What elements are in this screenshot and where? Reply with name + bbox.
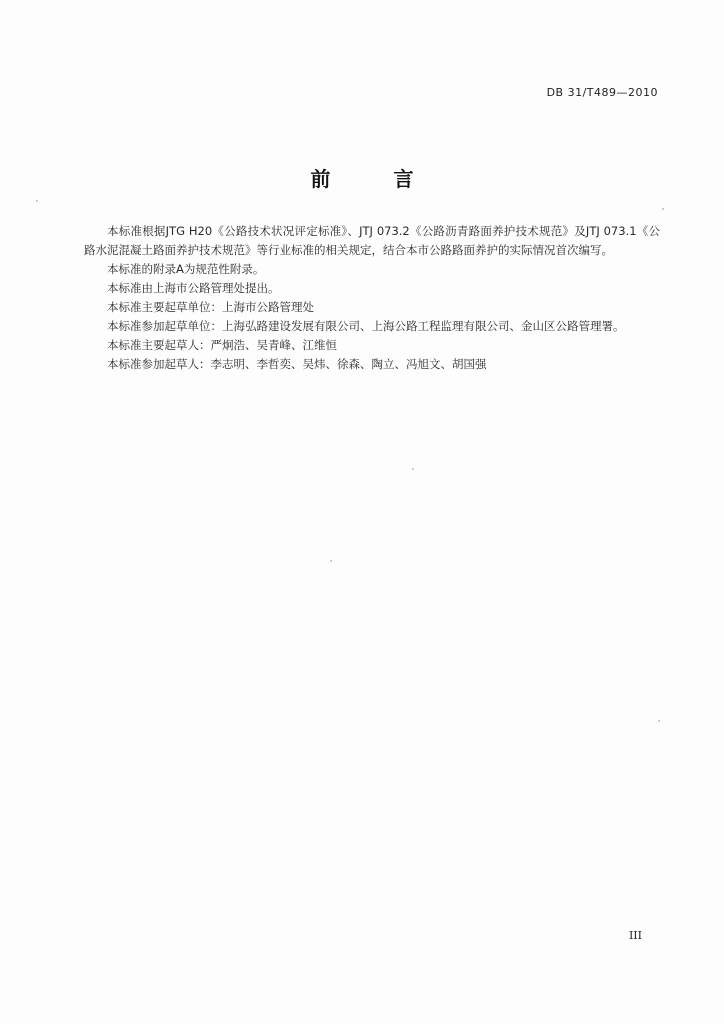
paragraph-proposer: 本标准由上海市公路管理处提出。 xyxy=(107,281,280,295)
scan-speck xyxy=(658,720,660,722)
paragraph-participating-units: 本标准参加起草单位：上海弘路建设发展有限公司、上海公路工程监理有限公司、金山区公路管理署。 xyxy=(107,319,625,333)
paragraph-basis: 本标准根据JTG H20《公路技术状况评定标准》、JTJ 073.2《公路沥青路面养护技术规范》及JTJ 073.1《公路水泥混凝土路面养护技术规范》等行业标准的相关规定，结合本市公路路面养护的实际情况首次编写。 xyxy=(84,224,660,257)
section-title: 前 言 xyxy=(310,167,442,191)
paragraph-participating-drafters: 本标准参加起草人：李志明、李哲奕、吴炜、徐森、陶立、冯旭文、胡国强 xyxy=(107,357,487,371)
paragraph-appendix: 本标准的附录A为规范性附录。 xyxy=(107,262,265,276)
paragraph-main-drafters: 本标准主要起草人：严炯浩、吴青峰、江维恒 xyxy=(107,338,337,352)
scan-speck xyxy=(330,560,332,562)
scan-speck xyxy=(662,208,664,210)
scan-speck xyxy=(412,468,414,470)
page-number: III xyxy=(628,929,642,942)
scan-speck xyxy=(36,200,38,202)
paragraph-main-drafting-unit: 本标准主要起草单位：上海市公路管理处 xyxy=(107,300,314,314)
foreword-body xyxy=(84,222,660,374)
standard-code: DB 31/T489—2010 xyxy=(546,86,658,99)
